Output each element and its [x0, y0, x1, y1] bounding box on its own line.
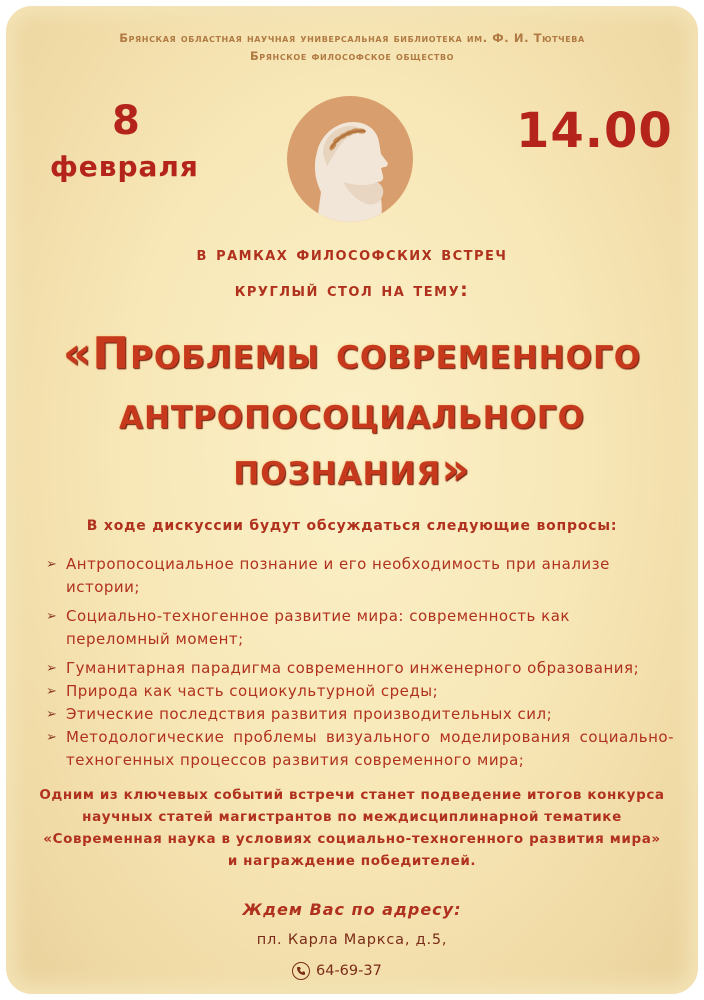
- arrow-bullet-icon: ➢: [46, 609, 58, 624]
- header-society-name: Брянское философское общество: [249, 49, 455, 63]
- competition-paragraph: [0, 784, 704, 872]
- arrow-bullet-icon: ➢: [46, 684, 58, 699]
- philosopher-profile-laurel-icon: [287, 96, 413, 222]
- list-item: ➢ Природа как часть социокультурной среды;: [44, 680, 674, 703]
- address: пл. Карла Маркса, д.5,: [256, 932, 448, 948]
- arrow-bullet-icon: ➢: [46, 557, 58, 572]
- arrow-bullet-icon: ➢: [46, 661, 58, 676]
- paragraph-line: Одним из ключевых событий встречи станет подведение итогов конкурса: [39, 787, 665, 803]
- subtitle-context: в рамках философских встреч: [196, 243, 508, 265]
- arrow-bullet-icon: ➢: [46, 707, 58, 722]
- phone-icon: [292, 962, 310, 980]
- subtitle-format: круглый стол на тему:: [234, 279, 470, 301]
- list-item: ➢ Гуманитарная парадигма современного инженерного образования;: [44, 657, 674, 680]
- title-line-2: антропосоциального: [118, 388, 586, 439]
- paragraph-line: «Современная наука в условиях социально-техногенного развития мира»: [43, 831, 661, 847]
- questions-list: [44, 553, 674, 772]
- list-item: ➢ Методологические проблемы визуального моделирования социально-техногенных процессов развития современного мира;: [46, 728, 674, 769]
- list-item: ➢ Социально-техногенное развитие мира: современность как переломный момент;: [46, 607, 570, 648]
- paragraph-line: и награждение победителей.: [227, 853, 477, 869]
- paragraph-line: научных статей магистрантов по междисциплинарной тематике: [82, 809, 622, 825]
- questions-intro: В ходе дискуссии будут обсуждаться следующие вопросы:: [86, 518, 618, 534]
- arrow-bullet-icon: ➢: [46, 730, 58, 745]
- list-item: ➢ Антропосоциальное познание и его необходимость при анализе истории;: [46, 555, 610, 596]
- await-invitation: Ждем Вас по адресу:: [242, 900, 462, 919]
- phone-number: 64-69-37: [316, 963, 382, 979]
- title-line-3: познания»: [233, 444, 471, 495]
- event-day: 8: [112, 98, 140, 144]
- title-line-1: «Проблемы современного: [62, 328, 642, 379]
- phone-contact: [292, 960, 382, 982]
- event-month: февраля: [50, 150, 199, 183]
- event-time: 14.00: [516, 103, 673, 159]
- header-library-name: Брянская областная научная универсальная библиотека им. Ф. И. Тютчева: [119, 31, 585, 45]
- list-item: ➢ Этические последствия развития производительных сил;: [44, 703, 674, 726]
